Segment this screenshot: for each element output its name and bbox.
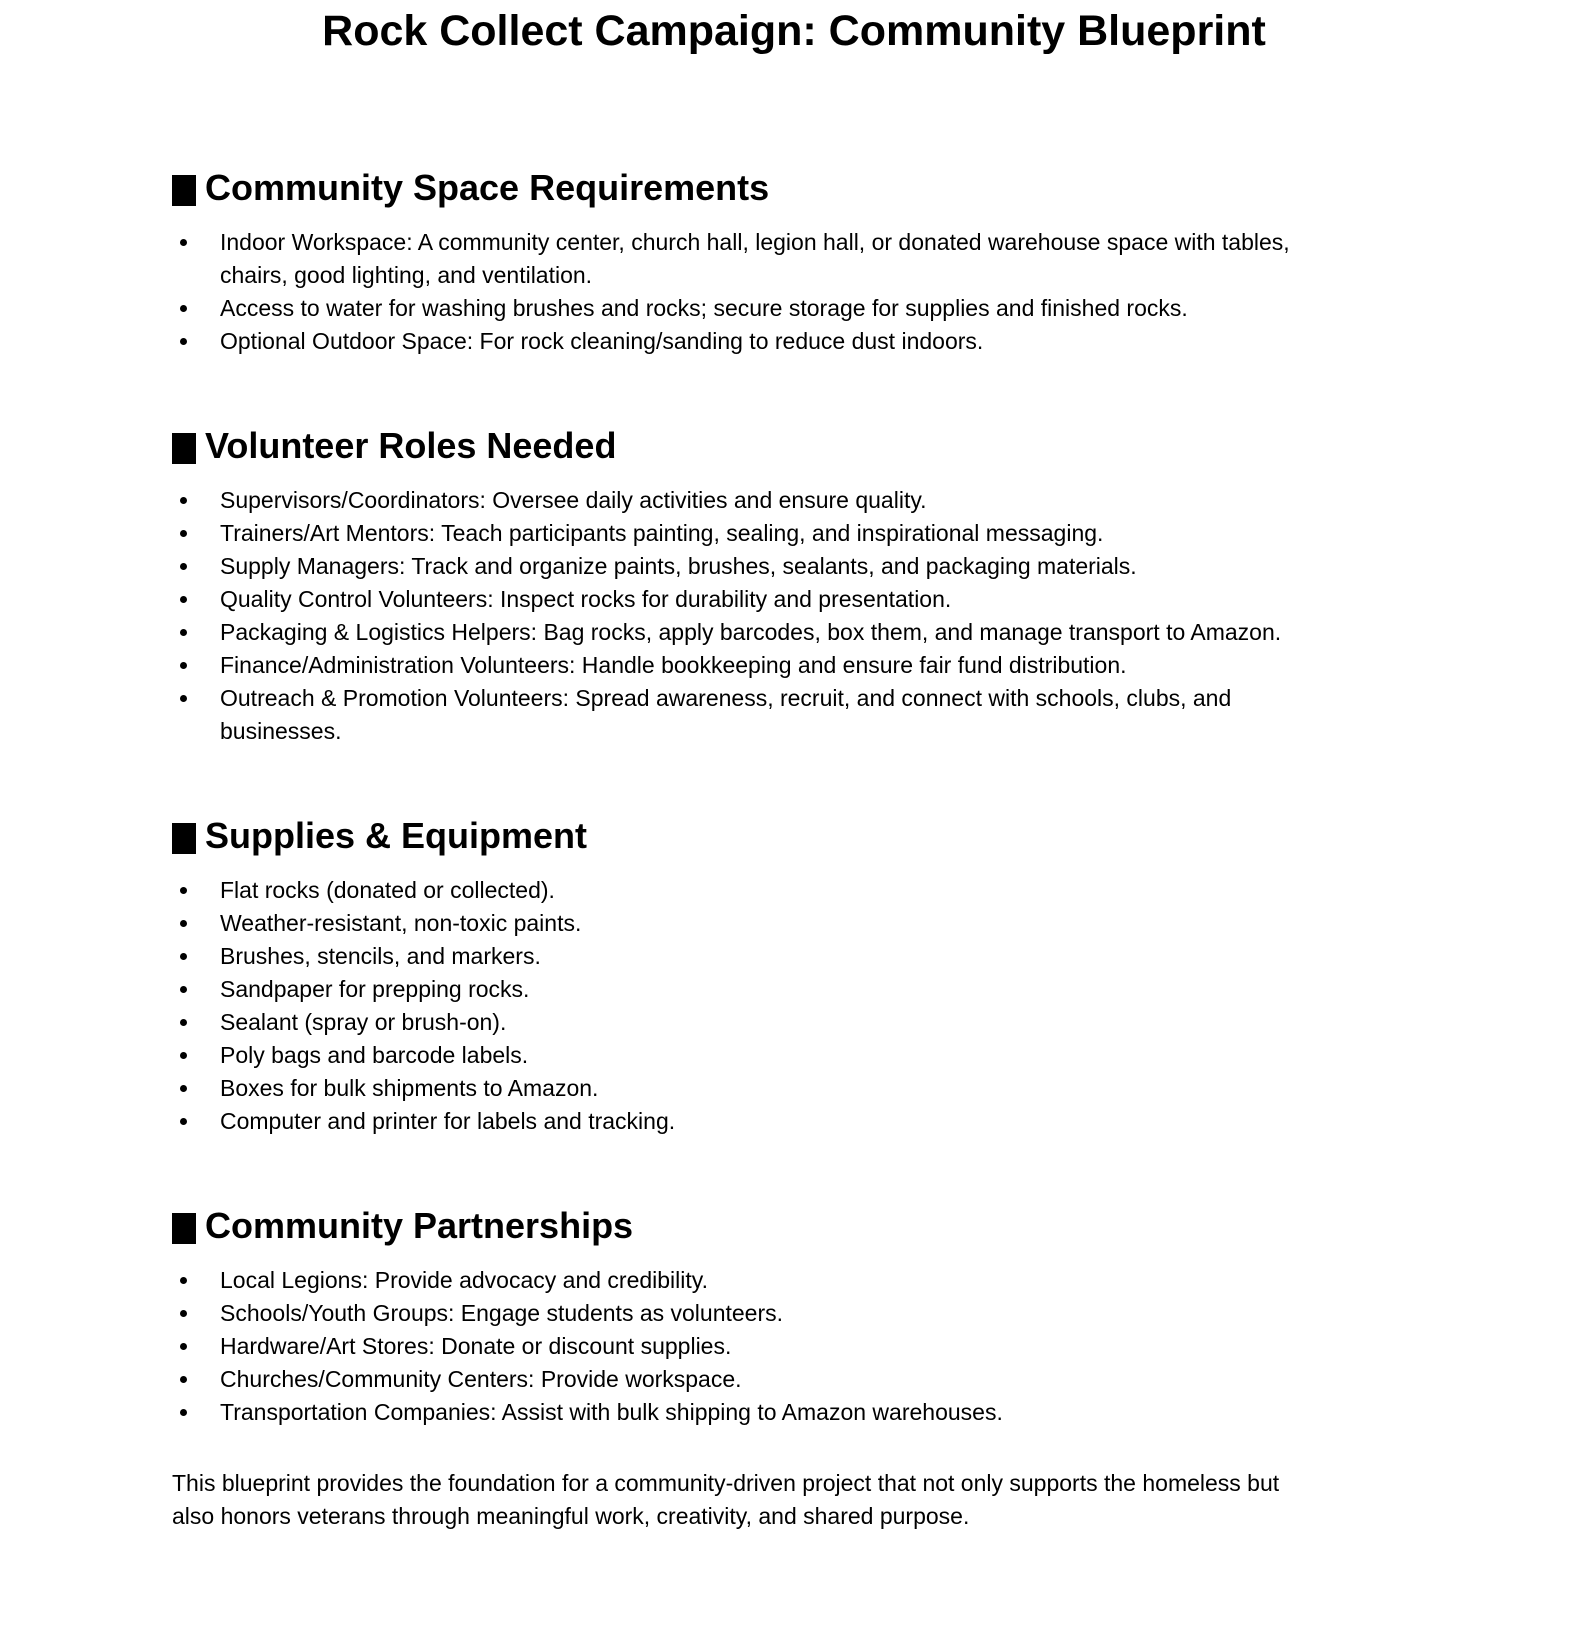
section-heading [172, 814, 1468, 858]
list-item: Local Legions: Provide advocacy and credibility. [220, 1264, 1345, 1297]
bullet-list [172, 226, 1345, 358]
section-heading-text: Supplies & Equipment [205, 815, 588, 856]
list-item: Access to water for washing brushes and rocks; secure storage for supplies and finished rocks. [220, 292, 1345, 325]
list-item: Supervisors/Coordinators: Oversee daily activities and ensure quality. [220, 484, 1345, 517]
section-volunteer-roles-needed [172, 424, 1468, 748]
section-heading-text: Community Space Requirements [205, 167, 770, 208]
list-item: Outreach & Promotion Volunteers: Spread awareness, recruit, and connect with schools, clubs, and businesses. [220, 682, 1345, 748]
list-item: Trainers/Art Mentors: Teach participants painting, sealing, and inspirational messaging. [220, 517, 1345, 550]
list-item: Sandpaper for prepping rocks. [220, 973, 1345, 1006]
document-content [172, 166, 1468, 1533]
closing-paragraph: This blueprint provides the foundation for a community-driven project that not only supports the homeless but also honors veterans through meaningful work, creativity, and shared purpose. [172, 1470, 1280, 1529]
list-item: Supply Managers: Track and organize paints, brushes, sealants, and packaging materials. [220, 550, 1345, 583]
list-item: Brushes, stencils, and markers. [220, 940, 1345, 973]
list-item: Packaging & Logistics Helpers: Bag rocks, apply barcodes, box them, and manage transport to Amazon. [220, 616, 1345, 649]
list-item: Sealant (spray or brush-on). [220, 1006, 1345, 1039]
list-item: Optional Outdoor Space: For rock cleaning/sanding to reduce dust indoors. [220, 325, 1345, 358]
document-title: Rock Collect Campaign: Community Blueprint [322, 7, 1266, 55]
list-item: Weather-resistant, non-toxic paints. [220, 907, 1345, 940]
square-marker-icon [172, 1213, 196, 1244]
square-marker-icon [172, 433, 196, 464]
list-item: Churches/Community Centers: Provide workspace. [220, 1363, 1345, 1396]
section-supplies-equipment [172, 814, 1468, 1138]
list-item: Indoor Workspace: A community center, church hall, legion hall, or donated warehouse space with tables, chairs, good lighting, and ventilation. [220, 226, 1345, 292]
section-heading [172, 166, 1468, 210]
square-marker-icon [172, 175, 196, 206]
list-item: Poly bags and barcode labels. [220, 1039, 1345, 1072]
section-heading-text: Volunteer Roles Needed [205, 425, 617, 466]
section-community-partnerships [172, 1204, 1468, 1429]
list-item: Quality Control Volunteers: Inspect rocks for durability and presentation. [220, 583, 1345, 616]
list-item: Computer and printer for labels and tracking. [220, 1105, 1345, 1138]
list-item: Schools/Youth Groups: Engage students as volunteers. [220, 1297, 1345, 1330]
bullet-list [172, 874, 1345, 1138]
list-item: Hardware/Art Stores: Donate or discount supplies. [220, 1330, 1345, 1363]
list-item: Flat rocks (donated or collected). [220, 874, 1345, 907]
list-item: Boxes for bulk shipments to Amazon. [220, 1072, 1345, 1105]
square-marker-icon [172, 823, 196, 854]
bullet-list [172, 1264, 1345, 1429]
section-community-space-requirements [172, 166, 1468, 358]
section-heading [172, 1204, 1468, 1248]
list-item: Finance/Administration Volunteers: Handle bookkeeping and ensure fair fund distribution. [220, 649, 1345, 682]
section-heading [172, 424, 1468, 468]
list-item: Transportation Companies: Assist with bulk shipping to Amazon warehouses. [220, 1396, 1345, 1429]
bullet-list [172, 484, 1345, 748]
section-heading-text: Community Partnerships [205, 1205, 634, 1246]
